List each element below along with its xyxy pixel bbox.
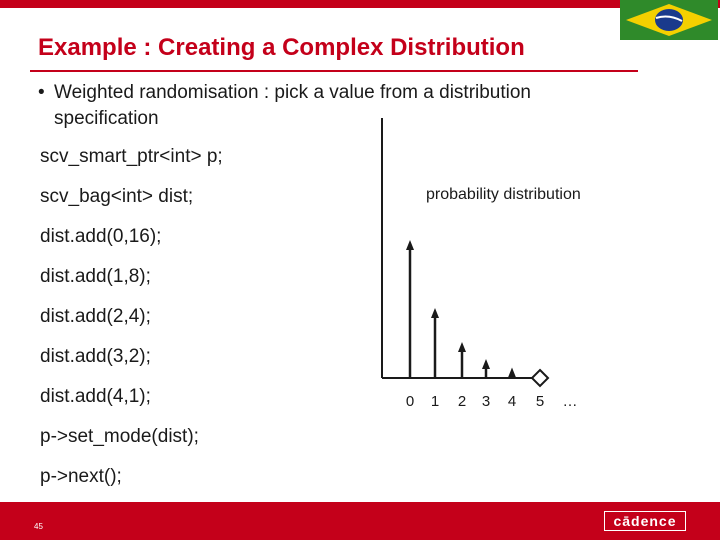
x-tick-label: 5 xyxy=(535,393,545,410)
title-underline xyxy=(30,70,638,72)
brazil-flag-image xyxy=(620,0,718,40)
x-tick-label: 2 xyxy=(457,393,467,410)
diamond-marker xyxy=(532,370,548,386)
code-line: dist.add(0,16); xyxy=(40,226,162,247)
x-tick-label: 1 xyxy=(430,393,440,410)
arrowhead xyxy=(458,342,466,352)
code-line: dist.add(2,4); xyxy=(40,306,151,327)
arrowhead xyxy=(508,368,516,378)
chart-label: probability distribution xyxy=(426,186,581,203)
top-accent-bar xyxy=(0,0,720,8)
code-line: dist.add(3,2); xyxy=(40,346,151,367)
code-line: p->set_mode(dist); xyxy=(40,426,199,447)
page-number: 45 xyxy=(34,522,43,531)
code-line: dist.add(1,8); xyxy=(40,266,151,287)
code-line: p->next(); xyxy=(40,466,122,487)
cadence-logo: cādence xyxy=(604,511,686,531)
x-tick-label: 3 xyxy=(481,393,491,410)
arrowhead xyxy=(406,240,414,250)
code-line: scv_bag<int> dist; xyxy=(40,186,194,207)
x-tick-label: … xyxy=(562,393,578,410)
bullet-marker: • xyxy=(38,82,45,103)
x-tick-label: 4 xyxy=(507,393,517,410)
arrowhead xyxy=(431,308,439,318)
code-line: dist.add(4,1); xyxy=(40,386,151,407)
code-line: scv_smart_ptr<int> p; xyxy=(40,146,223,167)
probability-distribution-chart xyxy=(360,110,600,420)
x-tick-label: 0 xyxy=(405,393,415,410)
bullet-text: Weighted randomisation : pick a value from a distribution specification xyxy=(54,82,532,129)
slide-title: Example : Creating a Complex Distribution xyxy=(38,34,525,61)
arrowhead xyxy=(482,359,490,369)
